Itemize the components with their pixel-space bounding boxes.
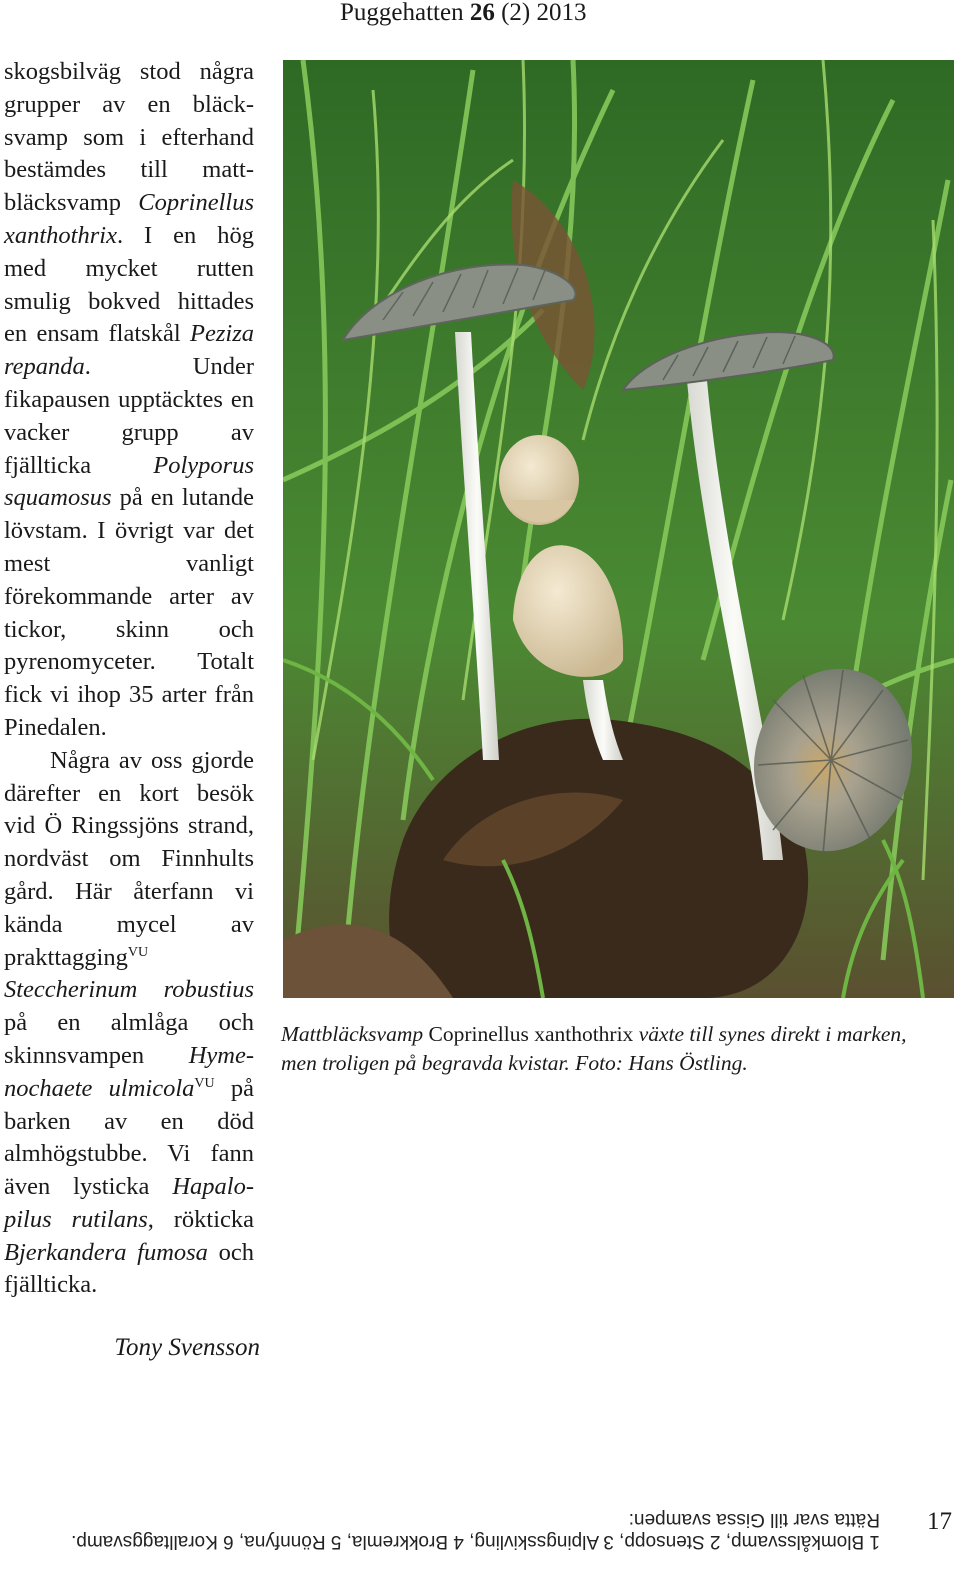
- text-run: skogsbilväg stod några grupper av en bläcksvamp som i efterhand bestämdes till mattbläcksvamp: [4, 58, 254, 217]
- species-name: Polyporus squamosus: [4, 451, 254, 512]
- redlist-status: VU: [127, 944, 149, 960]
- photo-illustration: [283, 60, 954, 998]
- answers-line-1: Rätta svar till Gissa svampen:: [628, 1509, 880, 1530]
- issue-year: (2) 2013: [501, 0, 587, 26]
- text-run: på en almlåga och skinnsvampen: [4, 1009, 254, 1069]
- text-run: Några av oss gjorde därefter en kort besök vid Ö Ringssjöns strand, nordväst om Finnhults gård. Här återfann vi kända mycel av prakttagging: [4, 746, 254, 971]
- text-run: , rökticka: [147, 1205, 254, 1233]
- species-name: Coprinellus xanthothrix: [4, 189, 254, 249]
- species-name: Bjerkandera fumosa: [4, 1238, 208, 1266]
- photo-caption: [281, 1020, 941, 1078]
- redlist-status: VU: [194, 1075, 215, 1091]
- caption-species: Coprinellus xanthothrix: [428, 1022, 634, 1046]
- text-run: på barken av en död almhögstubbe. Vi fann även lysticka: [4, 1074, 254, 1201]
- mushroom-photo: [283, 60, 954, 998]
- upside-down-answers: [0, 1508, 880, 1552]
- species-name: Steccherinum robustius: [4, 976, 254, 1004]
- author-signature: Tony Svensson: [114, 1334, 260, 1361]
- text-run: på en lutande lövstam. I övrigt var det mest vanligt förekommande arter av tickor, skinn och pyrenomyceter. Totalt fick vi ihop 35 arter från Pinedalen.: [4, 484, 254, 741]
- running-header: [340, 0, 620, 28]
- page-number: 17: [927, 1508, 952, 1535]
- species-name: Peziza repanda: [4, 320, 254, 381]
- text-run: och fjällticka.: [4, 1238, 254, 1299]
- answers-line-2: 1 Blomkålssvamp, 2 Stensopp, 3 Alpingsskivling, 4 Brokkremla, 5 Rönnfyna, 6 Koralltaggsvamp.: [71, 1531, 880, 1552]
- article-column: [4, 56, 254, 1302]
- text-run: . Under fikapausen upptäcktes en vacker grupp av fjällticka: [4, 353, 254, 479]
- caption-text: växte till synes direkt i marken, men troligen på begravda kvistar. Foto: Hans Östling.: [281, 1022, 907, 1075]
- article-paragraph-1: [4, 56, 254, 745]
- journal-name: Puggehatten: [340, 0, 464, 26]
- species-name: Hapalopilus rutilans: [4, 1173, 254, 1233]
- caption-common-name: Mattbläcksvamp: [281, 1022, 424, 1046]
- text-run: . I en hög med mycket rutten smulig bokved hittades en ensam flatskål: [4, 221, 254, 348]
- volume-number: 26: [469, 0, 495, 26]
- article-paragraph-2: [4, 745, 254, 1303]
- species-name: Hymenochaete ulmicola: [4, 1041, 254, 1102]
